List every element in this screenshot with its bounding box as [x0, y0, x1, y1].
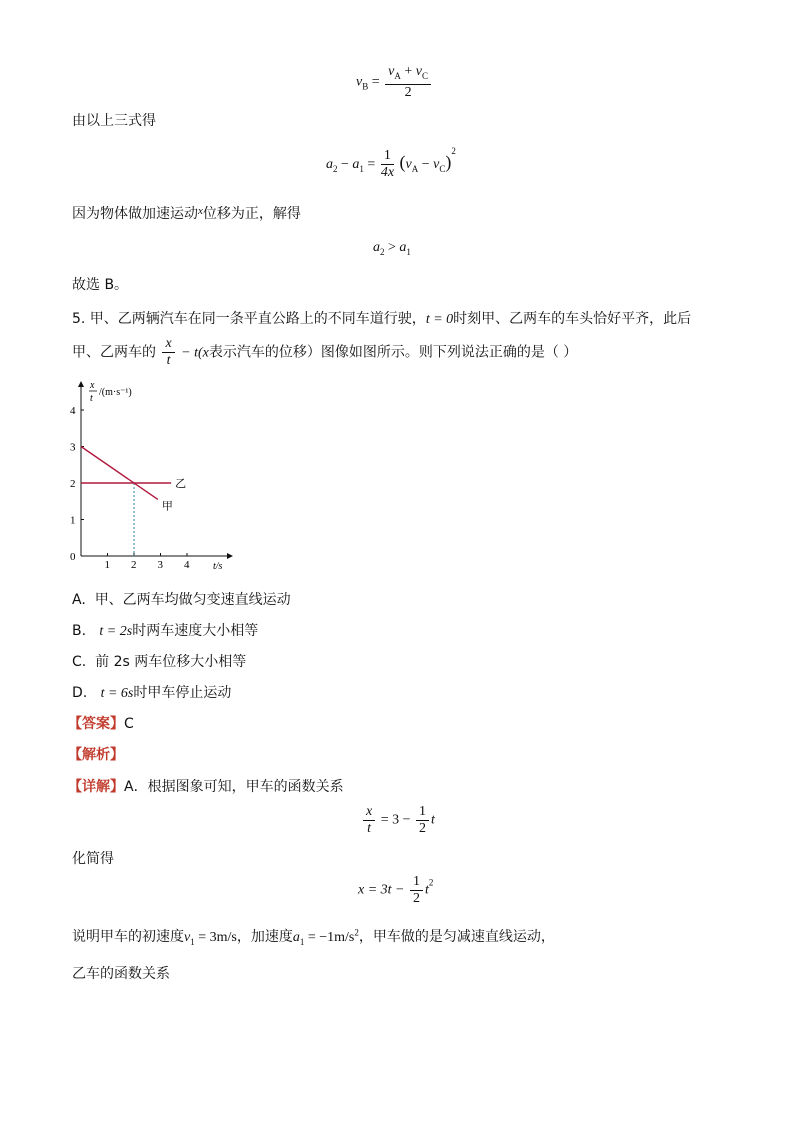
paragraph-yi-function: 乙车的函数关系 [72, 966, 170, 982]
label-yi: 乙 [175, 477, 187, 490]
y-tick-label: 4 [70, 405, 76, 417]
question-5-line-1: 5. 甲、乙两辆汽车在同一条平直公路上的不同车道行驶，t = 0时刻甲、乙两车的车头恰好平齐，此后 [72, 311, 692, 327]
line-jia [81, 447, 158, 500]
xlabel: t/s [213, 561, 223, 572]
equation-x: x = 3t − $\frac{1}{2}$ $t^2$ [358, 874, 434, 906]
option-b[interactable]: B. t = 2s时两车速度大小相等 [72, 623, 259, 639]
analysis-heading: 【解析】 [68, 747, 124, 763]
y-tick-label: 0 [70, 551, 76, 563]
y-tick-label: 1 [70, 514, 76, 527]
ylabel-unit: /(m·s⁻¹) [99, 387, 132, 398]
ylabel-den: t [90, 393, 93, 404]
paragraph-from-three: 由以上三式得 [72, 113, 156, 129]
equation-a2-gt-a1: $a_2 > a_1$ [373, 240, 411, 257]
option-a[interactable]: A. 甲、乙两车均做匀变速直线运动 [72, 592, 291, 608]
detail-paragraph: 【详解】A．根据图象可知，甲车的函数关系 [68, 779, 344, 795]
label-jia: 甲 [161, 499, 173, 513]
y-tick-label: 3 [70, 441, 76, 454]
x-tick-label: 2 [131, 559, 137, 571]
x-tick-label: 4 [184, 559, 190, 571]
x-over-t-graph [60, 378, 240, 573]
paragraph-simplify: 化简得 [72, 851, 114, 867]
ylabel-num: x [90, 380, 95, 391]
option-c[interactable]: C. 前 2s 两车位移大小相等 [72, 654, 247, 670]
paragraph-choose-b: 故选 B。 [72, 277, 129, 293]
answer: 【答案】C [68, 716, 134, 732]
question-5-line-2: 甲、乙两车的 $\frac{x}{t}$ − t(x表示汽车的位移）图像如图所示。则下列说法正确的是（ ） [72, 336, 578, 368]
paragraph-because: 因为物体做加速运动$^x$位移为正，解得 [72, 205, 301, 222]
x-tick-label: 3 [157, 559, 163, 571]
y-tick-label: 2 [70, 478, 76, 490]
equation-vb: $v_B$ = $\frac{v_A + v_C}{2}$ [356, 64, 433, 101]
option-d[interactable]: D. t = 6s时甲车停止运动 [72, 685, 232, 701]
equation-x-over-t: $\frac{x}{t}$ = 3 − $\frac{1}{2}$ t [361, 804, 435, 837]
paragraph-description: 说明甲车的初速度$v_1 = 3m/s$，加速度$a_1 = -1m/s^2$，甲车做的是匀减速直线运动， [72, 927, 555, 947]
x-tick-label: 1 [104, 559, 110, 571]
equation-a2-minus-a1: $a_2 - a_1$ = $\frac{1}{4x}$ $(v_A - v_C)^2$ [326, 146, 456, 181]
